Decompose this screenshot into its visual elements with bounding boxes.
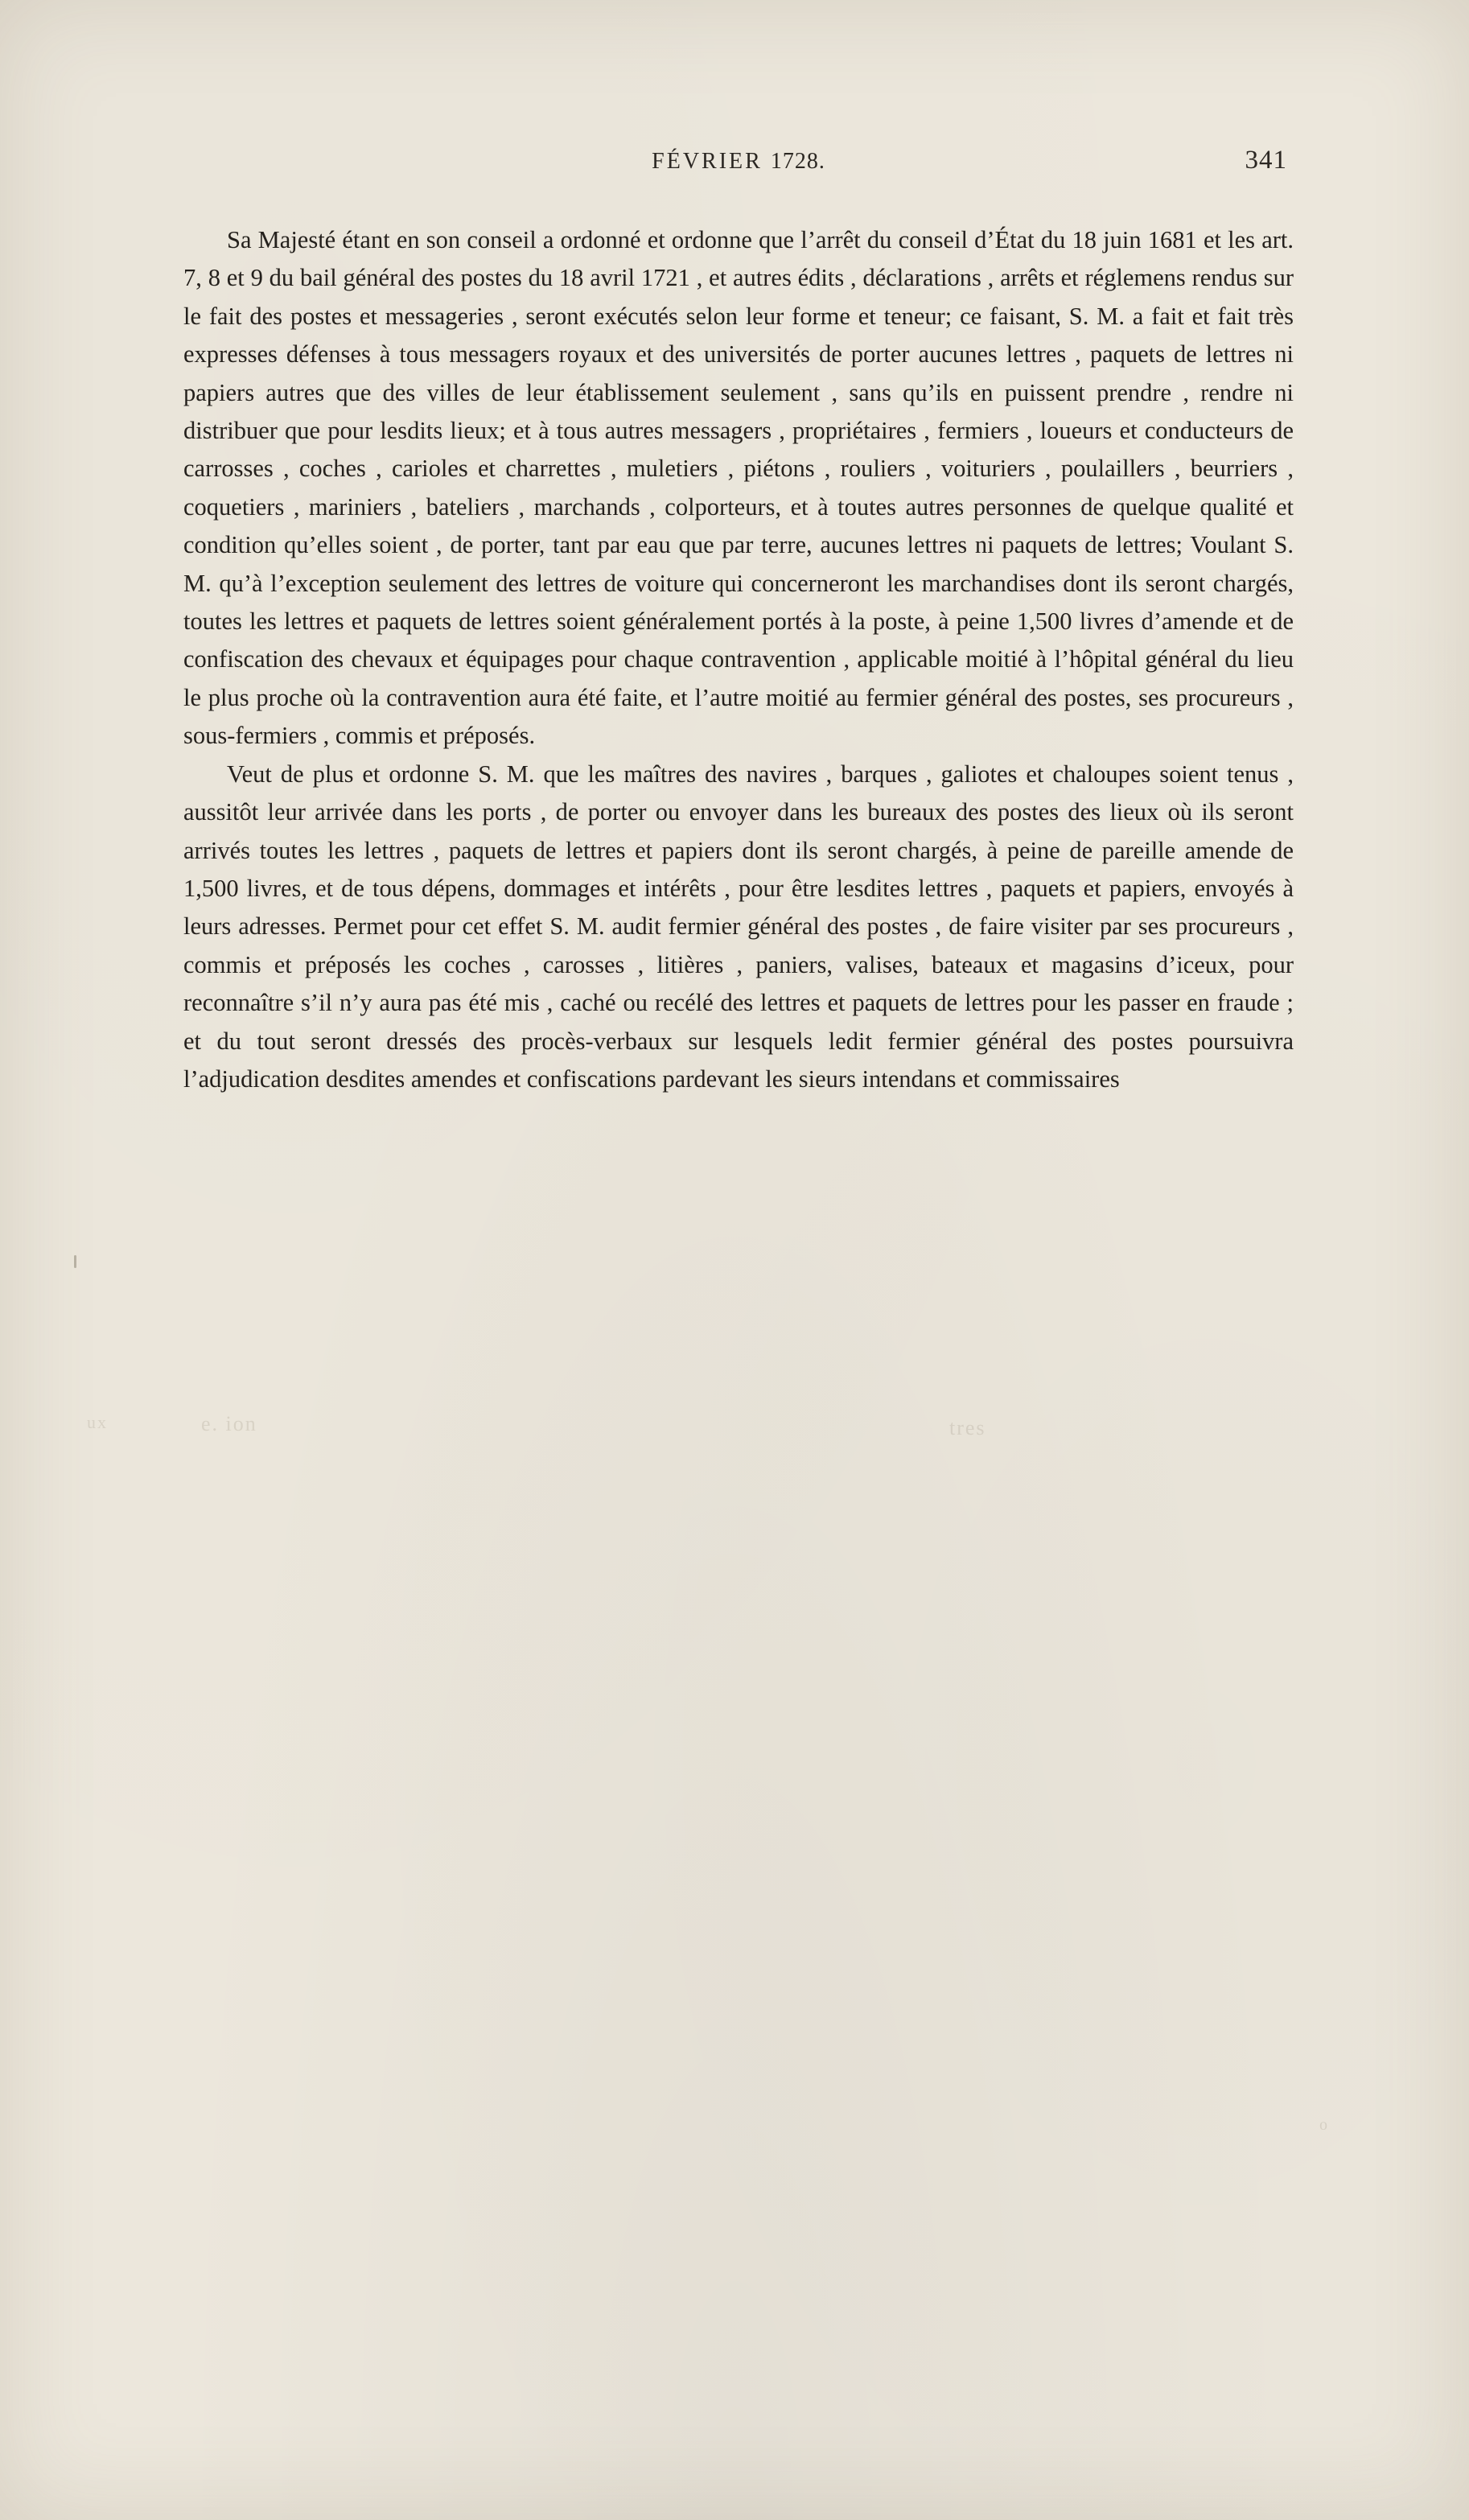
offset-smear-artifact: tres	[949, 1416, 986, 1439]
body-text	[183, 221, 1294, 1098]
offset-smear-artifact: o	[1319, 2116, 1329, 2134]
page-edge-mark	[74, 1255, 76, 1268]
paragraph: Sa Majesté étant en son conseil a ordonné et ordonne que l’arrêt du conseil d’État du 18 juin 1681 et les art. 7, 8 et 9 du bail général des postes du 18 avril 1721 , et autres édits , déclarations , arrêts et réglemens rendus sur le fait des postes et messageries , seront exécutés selon leur forme et teneur; ce faisant, S. M. a fait et fait très expresses défenses à tous messagers royaux et des universités de porter aucunes lettres , paquets de lettres ni papiers autres que des villes de leur établissement seulement , sans qu’ils en puissent prendre , rendre ni distribuer que pour lesdits lieux; et à tous autres messagers , propriétaires , fermiers , loueurs et conducteurs de carrosses , coches , carioles et charrettes , muletiers , piétons , rouliers , voituriers , poulaillers , beurriers , coquetiers , mariniers , bateliers , marchands , colporteurs, et à toutes autres personnes de quelque qualité et condition qu’elles soient , de porter, tant par eau que par terre, aucunes lettres ni paquets de lettres; Voulant S. M. qu’à l’exception seulement des lettres de voiture qui concerneront les marchandises dont ils seront chargés, toutes les lettres et paquets de lettres soient généralement portés à la poste, à peine 1,500 livres d’amende et de confiscation des chevaux et équipages pour chaque contravention , applicable moitié à l’hôpital général du lieu le plus proche où la contravention aura été faite, et l’autre moitié au fermier général des postes, ses procureurs , sous-fermiers , commis et préposés.	[183, 226, 1294, 750]
offset-smear-artifact: e. ion	[201, 1412, 257, 1435]
page-content	[183, 146, 1294, 1098]
offset-smear-artifact: ux	[87, 1412, 108, 1432]
running-head-month: FÉVRIER	[652, 149, 763, 174]
running-head	[652, 149, 825, 175]
page-number: 341	[1245, 146, 1287, 175]
paragraph: Veut de plus et ordonne S. M. que les maîtres des navires , barques , galiotes et chaloupes soient tenus , aussitôt leur arrivée dans les ports , de porter ou envoyer dans les bureaux des postes des lieux où ils seront arrivés toutes les lettres , paquets de lettres et papiers dont ils seront chargés, à peine de pareille amende de 1,500 livres, et de tous dépens, dommages et intérêts , pour être lesdites lettres , paquets et papiers, envoyés à leurs adresses. Permet pour cet effet S. M. audit fermier général des postes , de faire visiter par ses procureurs , commis et préposés les coches , carosses , litières , paniers, valises, bateaux et magasins d’iceux, pour reconnaître s’il n’y aura pas été mis , caché ou recélé des lettres et paquets de lettres pour les passer en fraude ; et du tout seront dressés des procès-verbaux sur lesquels ledit fermier général des postes poursuivra l’adjudication desdites amendes et confiscations pardevant les sieurs intendans et commissaires	[183, 760, 1294, 1093]
running-head-year: 1728.	[770, 149, 825, 174]
page-header	[183, 146, 1294, 191]
